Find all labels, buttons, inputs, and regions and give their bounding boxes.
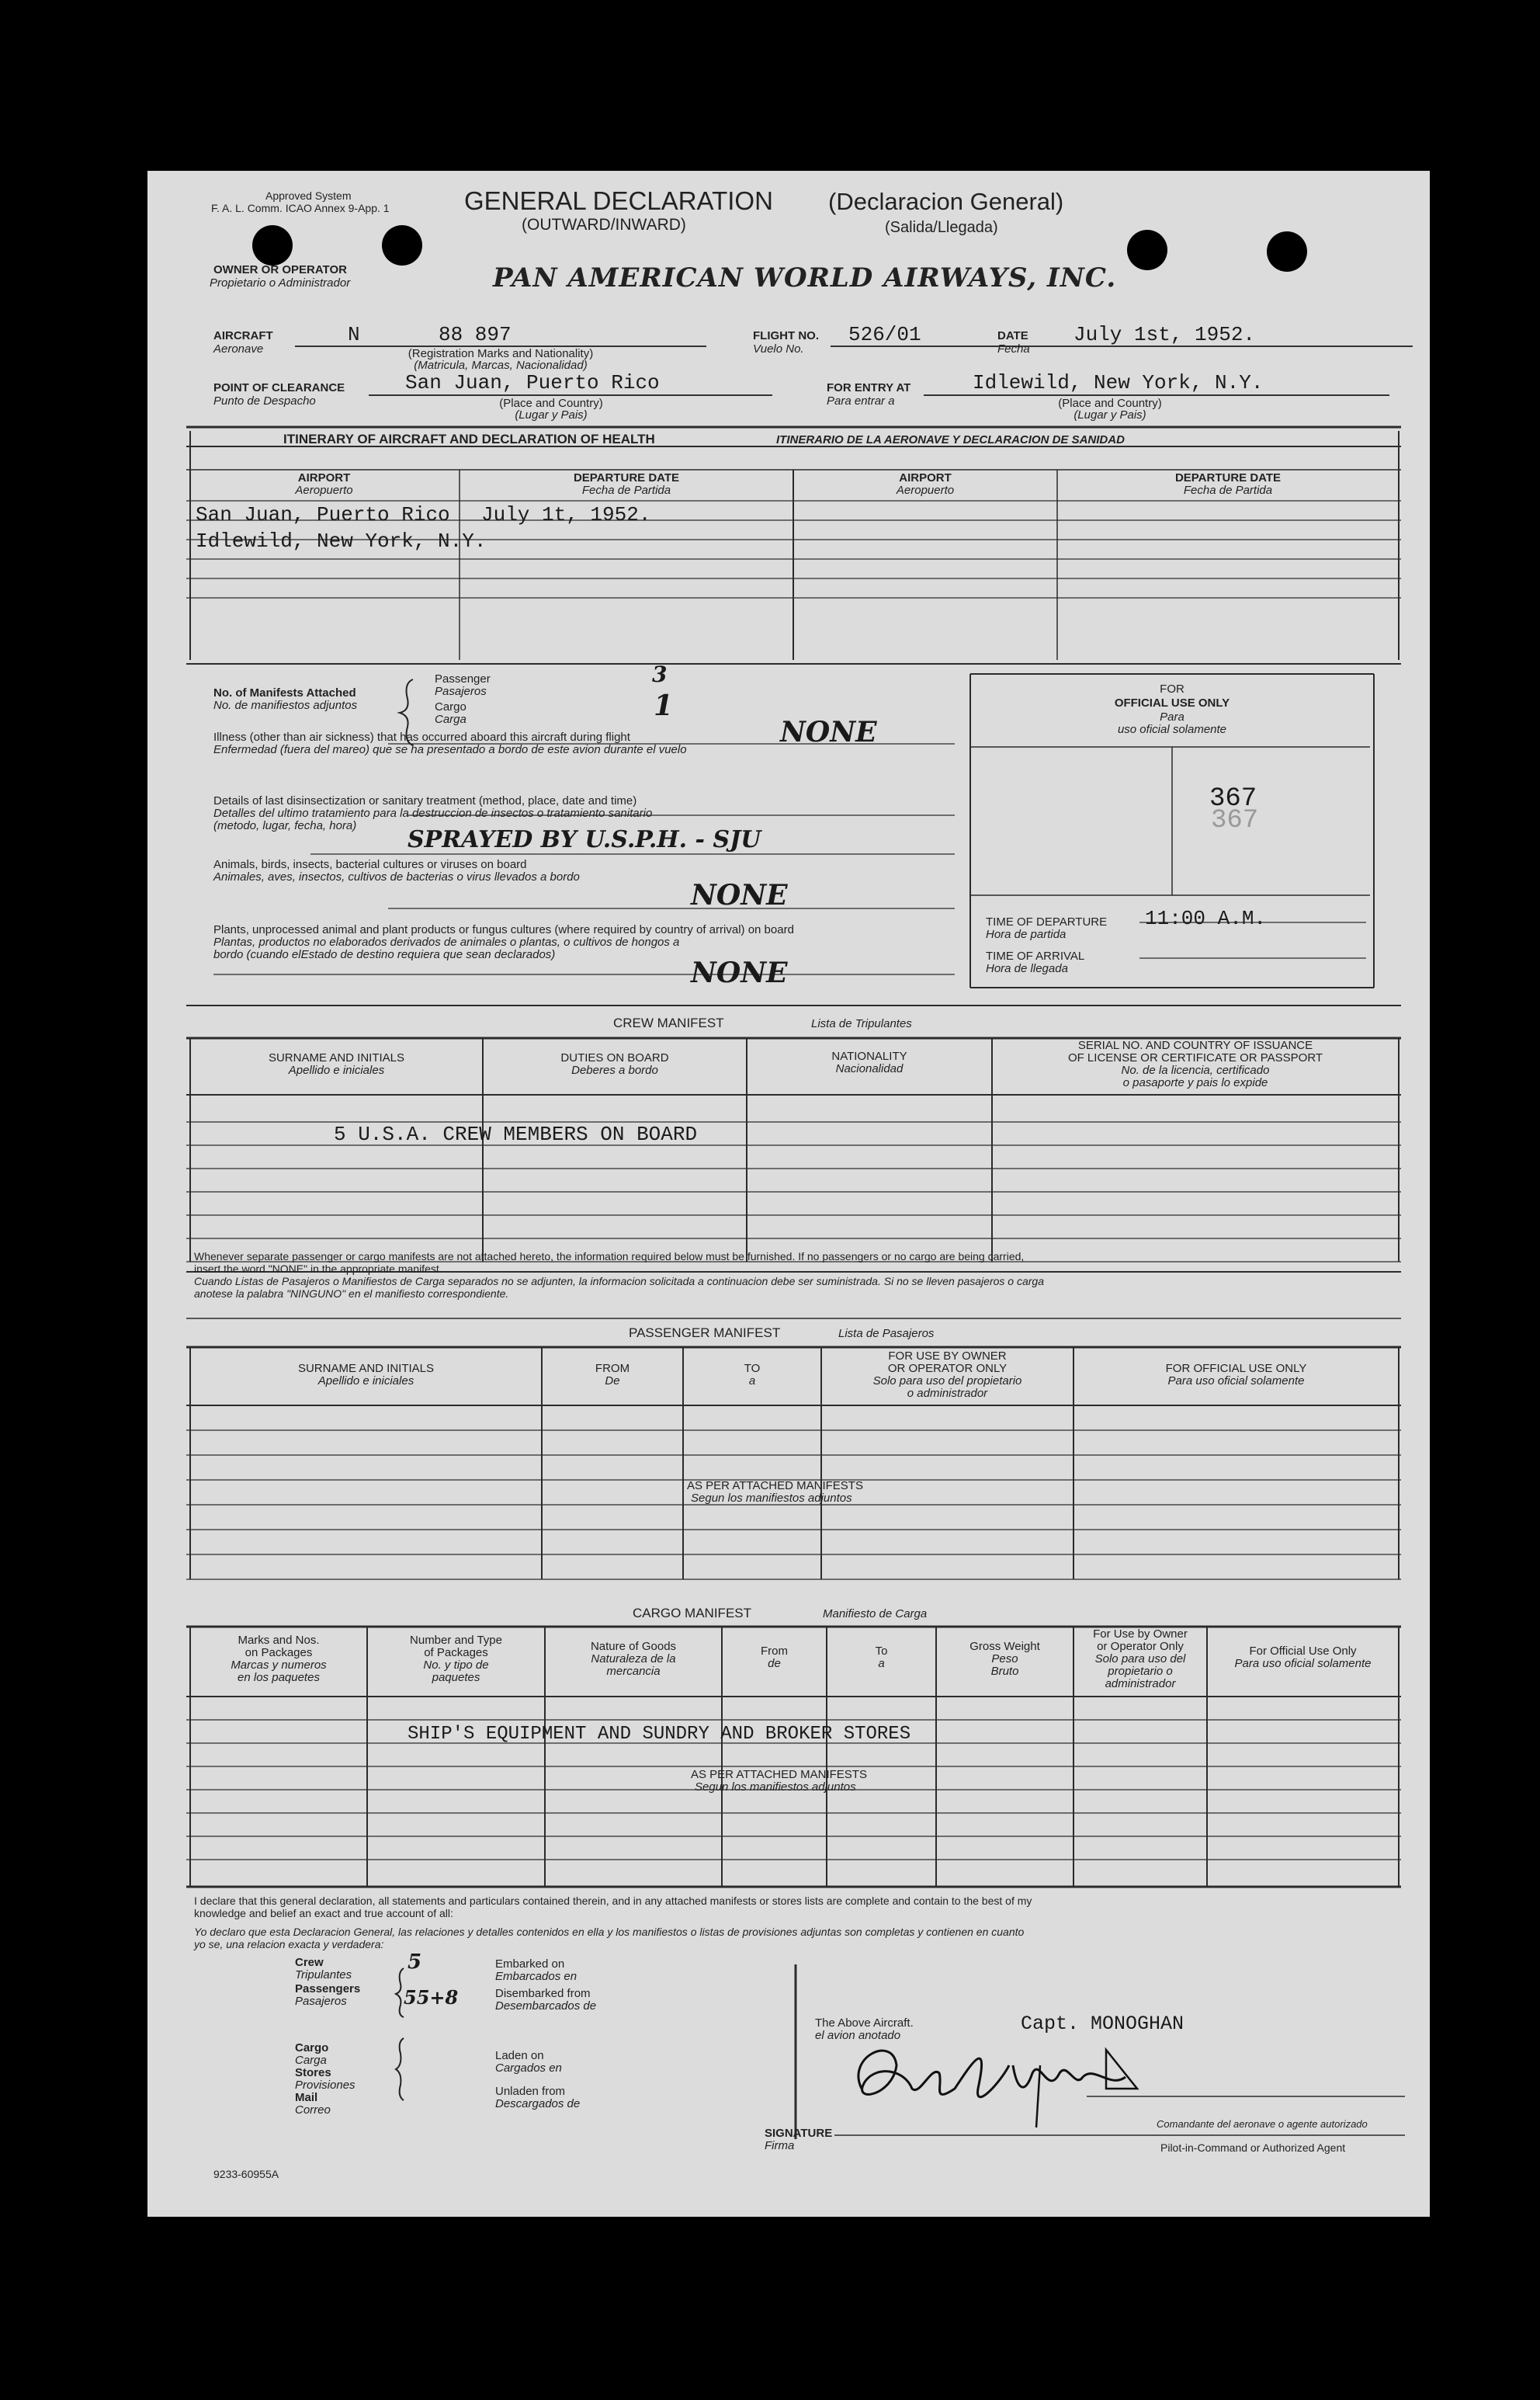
cargo-col-to: To <box>875 1645 888 1658</box>
aircraft-label-es: Aeronave <box>213 342 264 356</box>
aircraft-sub-es: (Matricula, Marcas, Nacionalidad) <box>414 359 588 372</box>
itinerary-col-airport-2-es: Aeropuerto <box>896 484 955 497</box>
passenger-count: 3 <box>652 662 668 687</box>
approved-system: Approved System <box>265 189 352 202</box>
passenger-label-es: Pasajeros <box>435 685 487 698</box>
passenger-col-to: TO <box>744 1362 761 1375</box>
form-title-es-sub: (Salida/Llegada) <box>885 219 998 236</box>
crew-col-surname-es: Apellido e iniciales <box>288 1064 385 1077</box>
plants-text-es: Plantas, productos no elaborados derivados de animales o plantas, o cultivos de hongos a <box>213 936 680 949</box>
illness-value: NONE <box>780 716 877 748</box>
signature-label-es: Firma <box>765 2139 795 2152</box>
crew-col-nationality: NATIONALITY <box>831 1050 907 1063</box>
passenger-col-owner-es2: o administrador <box>907 1387 988 1400</box>
passenger-col-from: FROM <box>595 1362 630 1375</box>
notice-en-1: Whenever separate passenger or cargo manifests are not attached hereto, the information required below must be furnished. If no passengers or no cargo are being carried, <box>194 1250 1025 1263</box>
entry-sub-es: (Lugar y Pais) <box>1073 408 1146 422</box>
cargo-col-nature-es: Naturaleza de la <box>591 1652 676 1665</box>
clearance-sub-es: (Lugar y Pais) <box>515 408 588 422</box>
declaration-en-2: knowledge and belief an exact and true account of all: <box>194 1907 453 1919</box>
decl-stores-label-es: Provisiones <box>295 2079 356 2092</box>
passenger-stamp-es: Segun los manifiestos adjuntos <box>691 1492 852 1505</box>
fal-reference: F. A. L. Comm. ICAO Annex 9-App. 1 <box>211 202 390 214</box>
disinsect-value: SPRAYED BY U.S.P.H. - SJU <box>408 826 761 853</box>
passenger-col-owner: FOR USE BY OWNER <box>888 1349 1007 1363</box>
decl-pax-value: 55+8 <box>404 1986 459 2009</box>
declaration-en-1: I declare that this general declaration, all statements and particulars contained therein, and in any attached manifests or stores lists are complete and contain to the best of my <box>194 1895 1032 1907</box>
illness-text: Illness (other than air sickness) that has occurred aboard this aircraft during flight <box>213 731 630 744</box>
aircraft-sub: (Registration Marks and Nationality) <box>408 347 594 360</box>
passenger-col-official: FOR OFFICIAL USE ONLY <box>1165 1362 1307 1375</box>
official-label: OFFICIAL USE ONLY <box>1114 696 1230 710</box>
cargo-col-marks-es2: en los paquetes <box>238 1671 320 1684</box>
itinerary-title: ITINERARY OF AIRCRAFT AND DECLARATION OF HEALTH <box>283 432 655 446</box>
cargo-col-weight-es: Peso <box>991 1652 1018 1665</box>
arrival-label: TIME OF ARRIVAL <box>986 950 1085 963</box>
laden-label: Laden on <box>495 2049 544 2062</box>
decl-crew-value: 5 <box>408 1950 422 1974</box>
cargo-title: CARGO MANIFEST <box>633 1606 752 1620</box>
cargo-label: Cargo <box>435 700 467 714</box>
form-number: 9233-60955A <box>213 2168 279 2180</box>
passenger-title: PASSENGER MANIFEST <box>629 1325 781 1340</box>
crew-col-serial-es: No. de la licencia, certificado <box>1121 1064 1270 1077</box>
flight-label-es: Vuelo No. <box>753 342 804 356</box>
commander-label-es: Comandante del aeronave o agente autorizado <box>1157 2118 1368 2130</box>
decl-stores-label: Stores <box>295 2066 331 2079</box>
date-label: DATE <box>997 329 1028 342</box>
unladen-label: Unladen from <box>495 2085 566 2098</box>
cargo-col-official-es: Para uso oficial solamente <box>1234 1657 1372 1670</box>
passenger-col-owner-b: OR OPERATOR ONLY <box>887 1362 1008 1375</box>
notice-es-2: anotese la palabra "NINGUNO" en el manifiesto correspondiente. <box>194 1287 509 1300</box>
crew-col-serial: SERIAL NO. AND COUNTRY OF ISSUANCE <box>1077 1039 1313 1052</box>
itinerary-col-date: DEPARTURE DATE <box>573 471 680 485</box>
itinerary-col-date-es: Fecha de Partida <box>581 484 671 497</box>
passenger-col-from-es: De <box>605 1374 620 1388</box>
clearance-label: POINT OF CLEARANCE <box>213 381 345 394</box>
cargo-col-marks-es: Marcas y numeros <box>231 1658 327 1672</box>
cargo-col-from-es: de <box>768 1657 781 1670</box>
cargo-col-weight-es2: Bruto <box>990 1665 1019 1678</box>
cargo-col-marks: Marks and Nos. <box>238 1634 320 1647</box>
date-label-es: Fecha <box>997 342 1030 356</box>
cargo-title-es: Manifiesto de Carga <box>823 1607 928 1620</box>
passenger-col-to-es: a <box>748 1374 756 1388</box>
embarked-label-es: Embarcados en <box>495 1970 578 1983</box>
passenger-col-official-es: Para uso oficial solamente <box>1167 1374 1305 1388</box>
cargo-stamp: AS PER ATTACHED MANIFESTS <box>691 1768 867 1781</box>
cargo-col-number-es: No. y tipo de <box>423 1658 489 1672</box>
declaration-es-1: Yo declaro que esta Declaracion General, las relaciones y detalles contenidos en ella y los manifiestos o listas de provisiones adjuntas son completas y contienen en cuanto <box>194 1926 1025 1938</box>
cargo-col-owner-es: Solo para uso del <box>1094 1652 1186 1665</box>
declaration-form <box>147 171 1430 2217</box>
disinsect-text-es2: (metodo, lugar, fecha, hora) <box>213 819 357 832</box>
animals-text: Animals, birds, insects, bacterial cultures or viruses on board <box>213 858 527 871</box>
itinerary-row2-airport: Idlewild, New York, N.Y. <box>196 530 487 553</box>
laden-label-es: Cargados en <box>495 2061 562 2075</box>
decl-passengers-label: Passengers <box>295 1982 361 1995</box>
itinerary-col-date-2: DEPARTURE DATE <box>1174 471 1282 485</box>
notice-es-1: Cuando Listas de Pasajeros o Manifiestos de Carga separados no se adjunten, la informacion solicitada a continuacion debe ser suministrada. Si no se lleven pasajeros o carga <box>194 1275 1044 1287</box>
disinsect-text: Details of last disinsectization or sanitary treatment (method, place, date and time) <box>213 794 637 808</box>
itinerary-row1-date: July 1t, 1952. <box>481 503 651 526</box>
embarked-label: Embarked on <box>495 1957 565 1971</box>
notice-en-2: insert the word "NONE" in the appropriate manifest. <box>194 1263 442 1275</box>
plants-text: Plants, unprocessed animal and plant products or fungus cultures (where required by country of arrival) on board <box>213 923 794 936</box>
owner-name: PAN AMERICAN WORLD AIRWAYS, INC. <box>493 262 1117 293</box>
official-for: FOR <box>1160 682 1184 696</box>
clearance-sub: (Place and Country) <box>499 397 603 410</box>
aircraft-label: AIRCRAFT <box>213 329 273 342</box>
entry-sub: (Place and Country) <box>1058 397 1162 410</box>
form-title-sub: (OUTWARD/INWARD) <box>522 216 686 234</box>
crew-title-es: Lista de Tripulantes <box>811 1017 912 1030</box>
cargo-col-to-es: a <box>878 1657 885 1670</box>
passenger-col-surname-es: Apellido e iniciales <box>317 1374 414 1388</box>
cargo-col-number-b: of Packages <box>424 1646 488 1659</box>
decl-mail-label: Mail <box>295 2091 318 2104</box>
clearance-place: San Juan, Puerto Rico <box>405 371 660 394</box>
crew-col-nationality-es: Nacionalidad <box>835 1062 904 1075</box>
official-stamp-shadow: 367 <box>1211 806 1259 835</box>
owner-label-es: Propietario o Administrador <box>210 276 351 290</box>
itinerary-col-airport-es: Aeropuerto <box>295 484 353 497</box>
disinsect-text-es: Detalles del ultimo tratamiento para la destruccion de insectos o tratamiento sanitario <box>213 807 653 820</box>
crew-entry: 5 U.S.A. CREW MEMBERS ON BOARD <box>334 1123 698 1146</box>
animals-value: NONE <box>691 879 788 912</box>
cargo-stamp-es: Segun los manifiestos adjuntos <box>695 1780 856 1794</box>
cargo-col-number-es2: paquetes <box>432 1671 480 1684</box>
signature-label: SIGNATURE <box>765 2127 833 2140</box>
cargo-label-es: Carga <box>435 713 467 726</box>
cargo-col-weight: Gross Weight <box>969 1640 1040 1653</box>
above-aircraft-es: el avion anotado <box>815 2029 901 2042</box>
passenger-stamp: AS PER ATTACHED MANIFESTS <box>687 1479 863 1492</box>
flight-label: FLIGHT NO. <box>753 329 819 342</box>
crew-col-duties-es: Deberes a bordo <box>571 1064 658 1077</box>
departure-label-es: Hora de partida <box>986 928 1067 941</box>
plants-value: NONE <box>691 957 788 989</box>
decl-cargo-label: Cargo <box>295 2041 329 2054</box>
departure-label: TIME OF DEPARTURE <box>986 915 1108 929</box>
itinerary-col-date-2-es: Fecha de Partida <box>1183 484 1273 497</box>
itinerary-title-es: ITINERARIO DE LA AERONAVE Y DECLARACION DE SANIDAD <box>776 433 1125 446</box>
illness-text-es: Enfermedad (fuera del mareo) que se ha presentado a bordo de este avion durante el vuelo <box>213 743 687 756</box>
cargo-col-marks-b: on Packages <box>245 1646 313 1659</box>
clearance-label-es: Punto de Despacho <box>213 394 316 408</box>
cargo-col-official: For Official Use Only <box>1249 1645 1357 1658</box>
manifests-label: No. of Manifests Attached <box>213 686 356 700</box>
crew-col-serial-b: OF LICENSE OR CERTIFICATE OR PASSPORT <box>1067 1051 1323 1065</box>
disembarked-label-es: Desembarcados de <box>495 1999 597 2013</box>
official-para: Para <box>1160 710 1184 724</box>
passenger-label: Passenger <box>435 672 491 686</box>
crew-title: CREW MANIFEST <box>613 1016 724 1030</box>
unladen-label-es: Descargados de <box>495 2097 581 2110</box>
entry-label-es: Para entrar a <box>827 394 895 408</box>
owner-label: OWNER OR OPERATOR <box>213 263 347 276</box>
cargo-col-owner-es2: propietario o <box>1108 1665 1173 1678</box>
cargo-col-from: From <box>761 1645 788 1658</box>
plants-text-es2: bordo (cuando elEstado de destino requiera que sean declarados) <box>213 948 556 961</box>
entry-label: FOR ENTRY AT <box>827 381 911 394</box>
declaration-es-2: yo se, una relacion exacta y verdadera: <box>194 1938 384 1950</box>
cargo-col-number: Number and Type <box>410 1634 502 1647</box>
crew-col-duties: DUTIES ON BOARD <box>560 1051 669 1065</box>
signature-scribble <box>858 2050 1137 2127</box>
above-aircraft: The Above Aircraft. <box>815 2016 914 2030</box>
cargo-col-owner-es3: administrador <box>1105 1677 1176 1690</box>
decl-crew-label-es: Tripulantes <box>295 1968 352 1981</box>
official-stamp: 367 <box>1209 784 1257 814</box>
passenger-col-owner-es: Solo para uso del propietario <box>872 1374 1022 1388</box>
decl-mail-label-es: Correo <box>295 2103 331 2117</box>
manifests-label-es: No. de manifiestos adjuntos <box>213 699 358 712</box>
disembarked-label: Disembarked from <box>495 1987 591 2000</box>
aircraft-prefix: N <box>348 323 360 346</box>
cargo-count: 1 <box>654 689 674 722</box>
entry-place: Idlewild, New York, N.Y. <box>973 371 1264 394</box>
decl-passengers-label-es: Pasajeros <box>295 1995 347 2008</box>
passenger-col-surname: SURNAME AND INITIALS <box>297 1362 435 1375</box>
passenger-title-es: Lista de Pasajeros <box>838 1327 935 1340</box>
cargo-col-owner-b: or Operator Only <box>1097 1640 1184 1653</box>
decl-cargo-label-es: Carga <box>295 2054 327 2067</box>
crew-col-surname: SURNAME AND INITIALS <box>268 1051 405 1065</box>
aircraft-registration: 88 897 <box>439 323 512 346</box>
decl-crew-label: Crew <box>295 1956 324 1969</box>
itinerary-col-airport-2: AIRPORT <box>899 471 952 485</box>
itinerary-col-airport: AIRPORT <box>297 471 351 485</box>
cargo-col-nature: Nature of Goods <box>590 1640 677 1653</box>
flight-date: July 1st, 1952. <box>1073 323 1256 346</box>
crew-col-serial-es2: o pasaporte y pais lo expide <box>1122 1076 1268 1089</box>
cargo-col-owner: For Use by Owner <box>1093 1627 1188 1641</box>
departure-value: 11:00 A.M. <box>1145 907 1267 930</box>
itinerary-row1-airport: San Juan, Puerto Rico <box>196 503 450 526</box>
captain-name: Capt. MONOGHAN <box>1021 2013 1184 2035</box>
form-title-es: (Declaracion General) <box>828 188 1064 215</box>
arrival-label-es: Hora de llegada <box>986 962 1068 975</box>
official-label-es: uso oficial solamente <box>1117 723 1227 736</box>
form-title: GENERAL DECLARATION <box>464 186 773 215</box>
flight-number: 526/01 <box>848 323 921 346</box>
cargo-col-nature-es2: mercancia <box>606 1665 661 1678</box>
commander-label: Pilot-in-Command or Authorized Agent <box>1160 2141 1346 2154</box>
cargo-entry: SHIP'S EQUIPMENT AND SUNDRY AND BROKER STORES <box>408 1724 911 1745</box>
animals-text-es: Animales, aves, insectos, cultivos de bacterias o virus llevados a bordo <box>213 870 580 884</box>
